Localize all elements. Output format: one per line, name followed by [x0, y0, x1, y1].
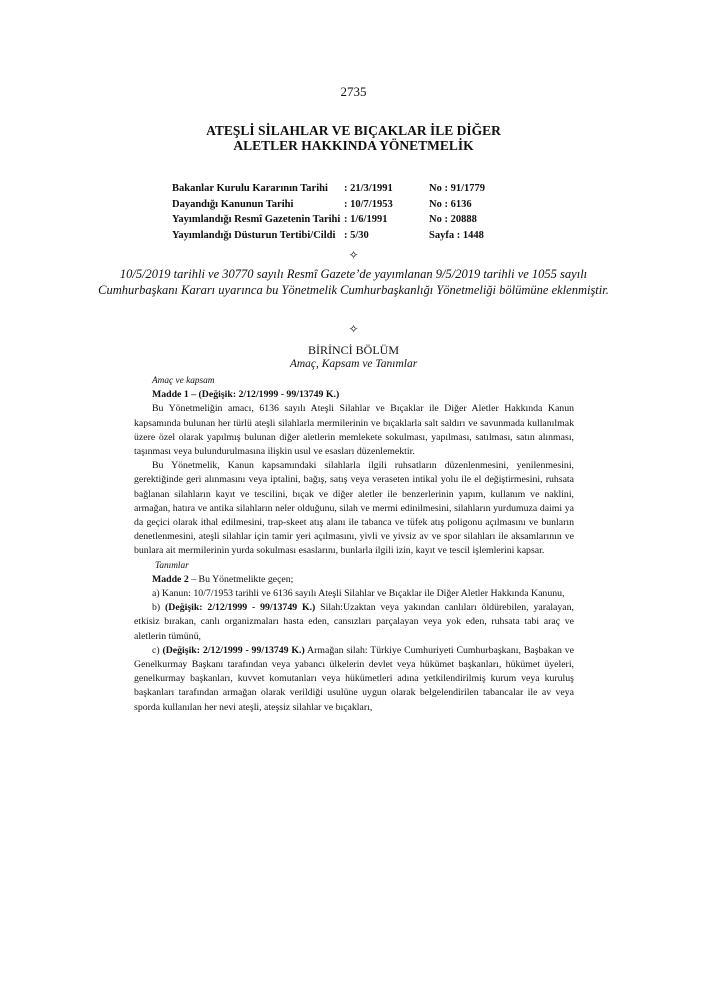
- info-label: Yayımlandığı Düsturun Tertibi/Cildi: [172, 229, 336, 241]
- section-subtitle: Amaç, Kapsam ve Tanımlar: [289, 358, 418, 370]
- info-row: [172, 181, 529, 197]
- article-2-item-c: [134, 644, 574, 715]
- article-2-item-a: a) Kanun: 10/7/1953 tarihli ve 6136 sayılı Ateşli Silahlar ve Bıçaklar ile Diğer Aletler Hakkında Kanunu,: [152, 588, 565, 600]
- publication-info-table: [172, 181, 529, 243]
- document-body: [134, 374, 574, 715]
- info-number: No : 91/1779: [429, 183, 485, 194]
- item-c-text: Armağan silah: Türkiye Cumhuriyeti Cumhurbaşkanı, Başbakan ve Genelkurmay Başkanı tarafından veya yabancı ülkelerin devlet veya hükümet başkanları, hükümet üyeleri, genelkurmay başkanları, kuvvet komutanları veya hükümetleri adına yetkilendirilmiş kurum veya kuruluş başkanları tarafından armağan olarak verildiği usulüne uygun olarak belgelendirilen tabancalar ile av veya sporda kullanılan her nevi ateşli, ateşsiz silahlar ve bıçakları,: [134, 644, 575, 713]
- document-title: [0, 123, 707, 153]
- item-b-amendment: (Değişik: 2/12/1999 - 99/13749 K.): [165, 602, 316, 614]
- item-c-amendment: (Değişik: 2/12/1999 - 99/13749 K.): [162, 644, 305, 656]
- info-row: [172, 197, 529, 213]
- ornament-icon: ✧: [348, 322, 359, 336]
- article-2-title: [134, 573, 574, 587]
- info-row: [172, 212, 529, 228]
- article-1-title: [134, 388, 574, 402]
- item-c-prefix: c): [152, 644, 163, 656]
- info-number: Sayfa : 1448: [429, 229, 484, 241]
- title-line-1: ATEŞLİ SİLAHLAR VE BIÇAKLAR İLE DİĞER: [206, 123, 501, 138]
- item-b-prefix: b): [152, 602, 166, 614]
- info-label: Yayımlandığı Resmî Gazetenin Tarihi: [172, 214, 341, 225]
- amendment-notice: 10/5/2019 tarihli ve 30770 sayılı Resmî Gazete’de yayımlanan 9/5/2019 tarihli ve 1055 sayılı Cumhurbaşkanı Kararı uyarınca bu Yönetmelik Cumhurbaşkanlığı Yönetmeliği bölümüne eklenmiştir.: [98, 267, 609, 297]
- info-value: : 5/30: [344, 229, 369, 241]
- info-value: : 1/6/1991: [344, 214, 388, 225]
- info-number: No : 20888: [429, 214, 477, 225]
- article-2-title-bold: Madde 2: [152, 573, 189, 585]
- article-1-title-text: Madde 1 – (Değişik: 2/12/1999 - 99/13749 K.): [152, 389, 340, 401]
- info-value: : 10/7/1953: [344, 198, 393, 210]
- article-2-item-b: [134, 601, 574, 644]
- article-1-side-heading: Amaç ve kapsam: [152, 376, 215, 386]
- info-row: [172, 228, 529, 244]
- article-1-paragraph-2: Bu Yönetmelik, Kanun kapsamındaki silahlarla ilgili ruhsatların düzenlenmesini, yenilenmesini, gerektiğinde geri alınmasını veya iptalini, bağış, satış veya veraseten intikal yolu ile el değiştirmesini, ruhsata bağlanan silahların kayıt ve tescilini, bıçak ve diğer aletler ile benzerlerinin yapım, kullanım ve naklini, armağan, hatıra ve antika silahların neler olduğunu, silah ve mermi edinilmesini, silahların yurdumuza daimi ya da geçici olarak ithal edilmesini, trap-skeet atış alanı ile tabanca ve tüfek atış poligonu açılmasını ve bunların denetlenmesini, ateşli silahlar için tamir yeri açılmasını, yivli ve yivsiz av ve spor silahları ile aksamlarının ve bunlara ait mermilerinin yurda sokulması esaslarını, bunlarla ilgili izin, kayıt ve tescil işlemlerini kapsar.: [134, 460, 574, 557]
- article-2-side-heading: Tanımlar: [155, 560, 189, 571]
- info-label: Bakanlar Kurulu Kararının Tarihi: [172, 183, 328, 194]
- section-heading: BİRİNCİ BÖLÜM: [307, 343, 399, 357]
- info-value: : 21/3/1991: [344, 183, 393, 194]
- article-1-paragraph-1: Bu Yönetmeliğin amacı, 6136 sayılı Ateşli Silahlar ve Bıçaklar ile Diğer Aletler Hakkında Kanun kapsamında bulunan her türlü ateşli silahlarla mermilerinin ve bıçaklarla salt saldırı ve savunmada kullanılmak üzere özel olarak yapılmış bulunan diğer aletlerin memlekete sokulması, yapılması, satılması, satın alınması, taşınması veya bulundurulmasına ilişkin usul ve esasları düzenlemektir.: [134, 403, 574, 458]
- info-number: No : 6136: [429, 198, 472, 210]
- article-2-title-rest: – Bu Yönetmelikte geçen;: [188, 573, 294, 585]
- title-line-2: ALETLER HAKKINDA YÖNETMELİK: [233, 138, 474, 153]
- info-label: Dayandığı Kanunun Tarihi: [172, 198, 294, 210]
- ornament-icon: ✧: [348, 248, 359, 262]
- item-b-text: Silah:Uzaktan veya yakından canlıları öldürebilen, yaralayan, etkisiz bırakan, canlı organizmaları hasta eden, cansızları parçalayan veya yok eden, ruhsata tabi araç ve aletlerin tümünü,: [134, 602, 574, 642]
- page-number: 2735: [340, 84, 367, 99]
